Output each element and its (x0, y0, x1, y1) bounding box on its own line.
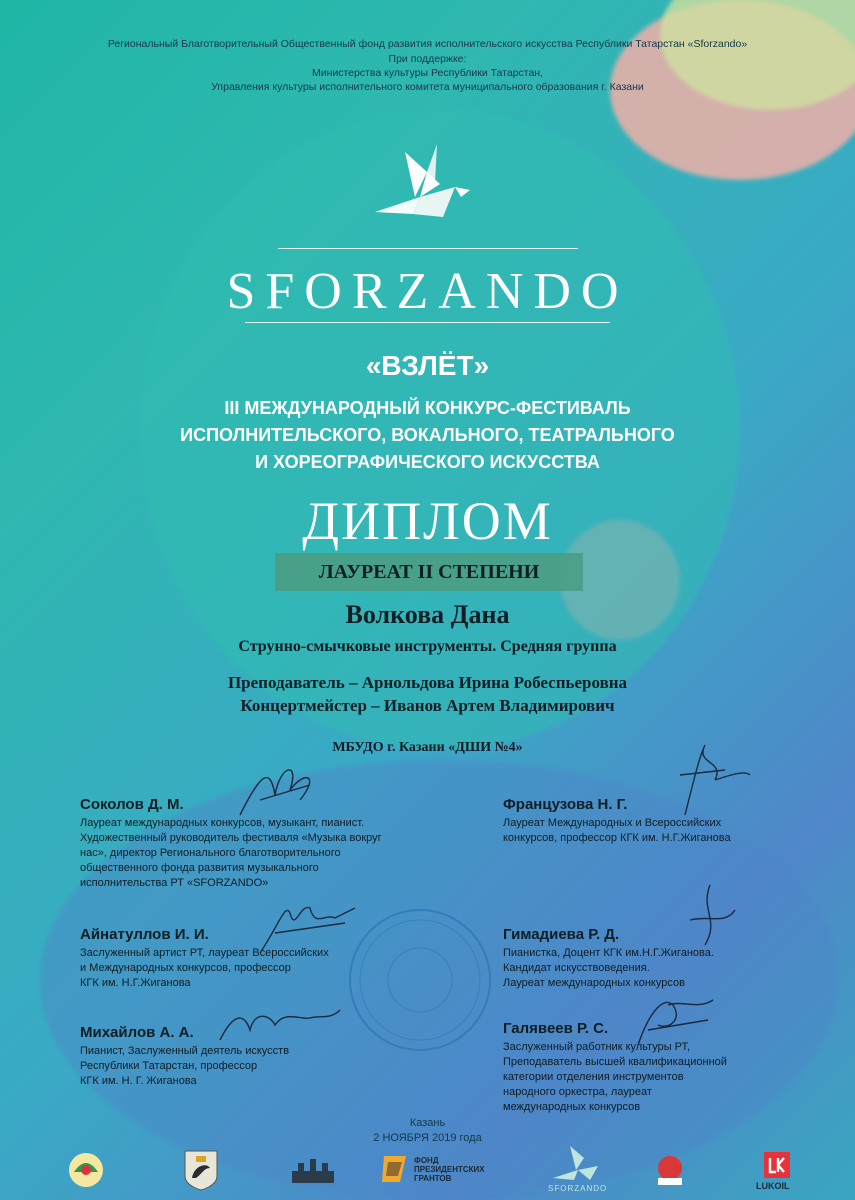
event-name: «ВЗЛЁТ» (365, 350, 490, 381)
presidential-grants-text: ФОНД ПРЕЗИДЕНТСКИХ ГРАНТОВ (414, 1156, 485, 1183)
logo-underline (245, 322, 610, 323)
lukoil-logo-icon (762, 1150, 792, 1180)
header-line-3: Министерства культуры Республики Татарстан, (311, 67, 544, 79)
judge-desc-line: исполнительства РТ «SFORZANDO» (80, 877, 269, 889)
header-line-2: При поддержке: (388, 53, 467, 65)
event-line-2: ИСПОЛНИТЕЛЬСКОГО, ВОКАЛЬНОГО, ТЕАТРАЛЬНОГО (180, 425, 675, 445)
judge-frantsuzova (503, 796, 803, 846)
sponsor-red-logo-icon (652, 1152, 688, 1188)
school: МБУДО г. Казани «ДШИ №4» (332, 740, 523, 755)
tatarstan-emblem-icon (64, 1150, 108, 1190)
sforzando-small-bird-icon (548, 1140, 608, 1185)
judge-desc-line: Заслуженный работник культуры РТ, (503, 1041, 691, 1053)
kazan-kremlin-icon (288, 1155, 338, 1187)
logo-divider-line (278, 248, 578, 249)
judge-name: Айнатуллов И. И. (80, 926, 209, 943)
judge-name: Соколов Д. М. (80, 796, 184, 813)
diploma-title: ДИПЛОМ (302, 491, 553, 551)
judge-name: Гимадиева Р. Д. (503, 926, 620, 943)
event-line-3: И ХОРЕОГРАФИЧЕСКОГО ИСКУССТВА (255, 452, 600, 472)
header-line-1: Региональный Благотворительный Общественный фонд развития исполнительского искусства Республики Татарстан «Sforzando» (107, 38, 748, 50)
sforzando-small-text: SFORZANDO (548, 1184, 608, 1193)
judge-desc-line: Республики Татарстан, профессор (80, 1060, 258, 1072)
presidential-grants-icon (380, 1152, 410, 1186)
judge-desc-line: международных конкурсов (503, 1101, 641, 1113)
judge-desc-line: Художественный руководитель фестиваля «Музыка вокруг (80, 832, 382, 844)
judge-gimadieva (503, 926, 803, 991)
footer-date: 2 НОЯБРЯ 2019 года (373, 1132, 482, 1144)
judge-desc-line: Пианист, Заслуженный деятель искусств (80, 1045, 290, 1057)
judge-desc-line: Лауреат международных конкурсов (503, 977, 685, 989)
signature-mikhailov (215, 1000, 345, 1050)
judge-desc-line: КГК им. Н.Г.Жиганова (80, 977, 191, 989)
judge-name: Галявеев Р. С. (503, 1020, 609, 1037)
signature-sokolov (230, 755, 330, 825)
judge-desc-line: Преподаватель высшей квалификационной (503, 1056, 727, 1068)
judge-desc-line: Пианистка, Доцент КГК им.Н.Г.Жиганова. (503, 947, 714, 959)
judge-desc-line: конкурсов, профессор КГК им. Н.Г.Жиганова (503, 832, 731, 844)
judge-desc-line: народного оркестра, лауреат (503, 1086, 652, 1098)
judge-desc-line: Лауреат Международных и Всероссийских (503, 817, 722, 829)
judge-desc-line: Заслуженный артист РТ, лауреат Всероссийских (80, 947, 329, 959)
brand-logo-text: SFORZANDO (226, 263, 629, 320)
judge-desc-line: нас», директор Регионального благотворительного (80, 847, 341, 859)
judge-desc-line: Лауреат международных конкурсов, музыкант, пианист. (80, 817, 365, 829)
bird-logo-icon (365, 142, 475, 222)
judge-name: Французова Н. Г. (503, 796, 628, 813)
category: Струнно-смычковые инструменты. Средняя группа (238, 638, 617, 655)
header-line-4: Управления культуры исполнительного комитета муниципального образования г. Казани (211, 81, 644, 93)
accompanist: Концертмейстер – Иванов Артем Владимирович (240, 696, 615, 715)
kazan-emblem-icon (182, 1148, 220, 1192)
judge-desc-line: общественного фонда развития музыкального (80, 862, 319, 874)
laureate-degree: ЛАУРЕАТ II СТЕПЕНИ (318, 561, 540, 583)
signature-galyaveev (628, 985, 718, 1055)
signature-frantsuzova (665, 735, 755, 825)
recipient-name: Волкова Дана (345, 600, 510, 629)
signature-gimadieva (680, 880, 740, 950)
judge-name: Михайлов А. А. (80, 1024, 194, 1041)
judge-desc-line: КГК им. Н. Г. Жиганова (80, 1075, 197, 1087)
judge-desc-line: Кандидат искусствоведения. (503, 962, 650, 974)
event-line-1: III МЕЖДУНАРОДНЫЙ КОНКУРС-ФЕСТИВАЛЬ (224, 398, 631, 418)
seal-stamp-icon (345, 905, 495, 1055)
footer-city: Казань (409, 1117, 446, 1129)
teacher: Преподаватель – Арнольдова Ирина Робеспьеровна (227, 673, 628, 692)
judge-desc-line: категории отделения инструментов (503, 1071, 684, 1083)
lukoil-text: LUKOIL (756, 1181, 790, 1191)
judge-desc-line: и Международных конкурсов, профессор (80, 962, 291, 974)
